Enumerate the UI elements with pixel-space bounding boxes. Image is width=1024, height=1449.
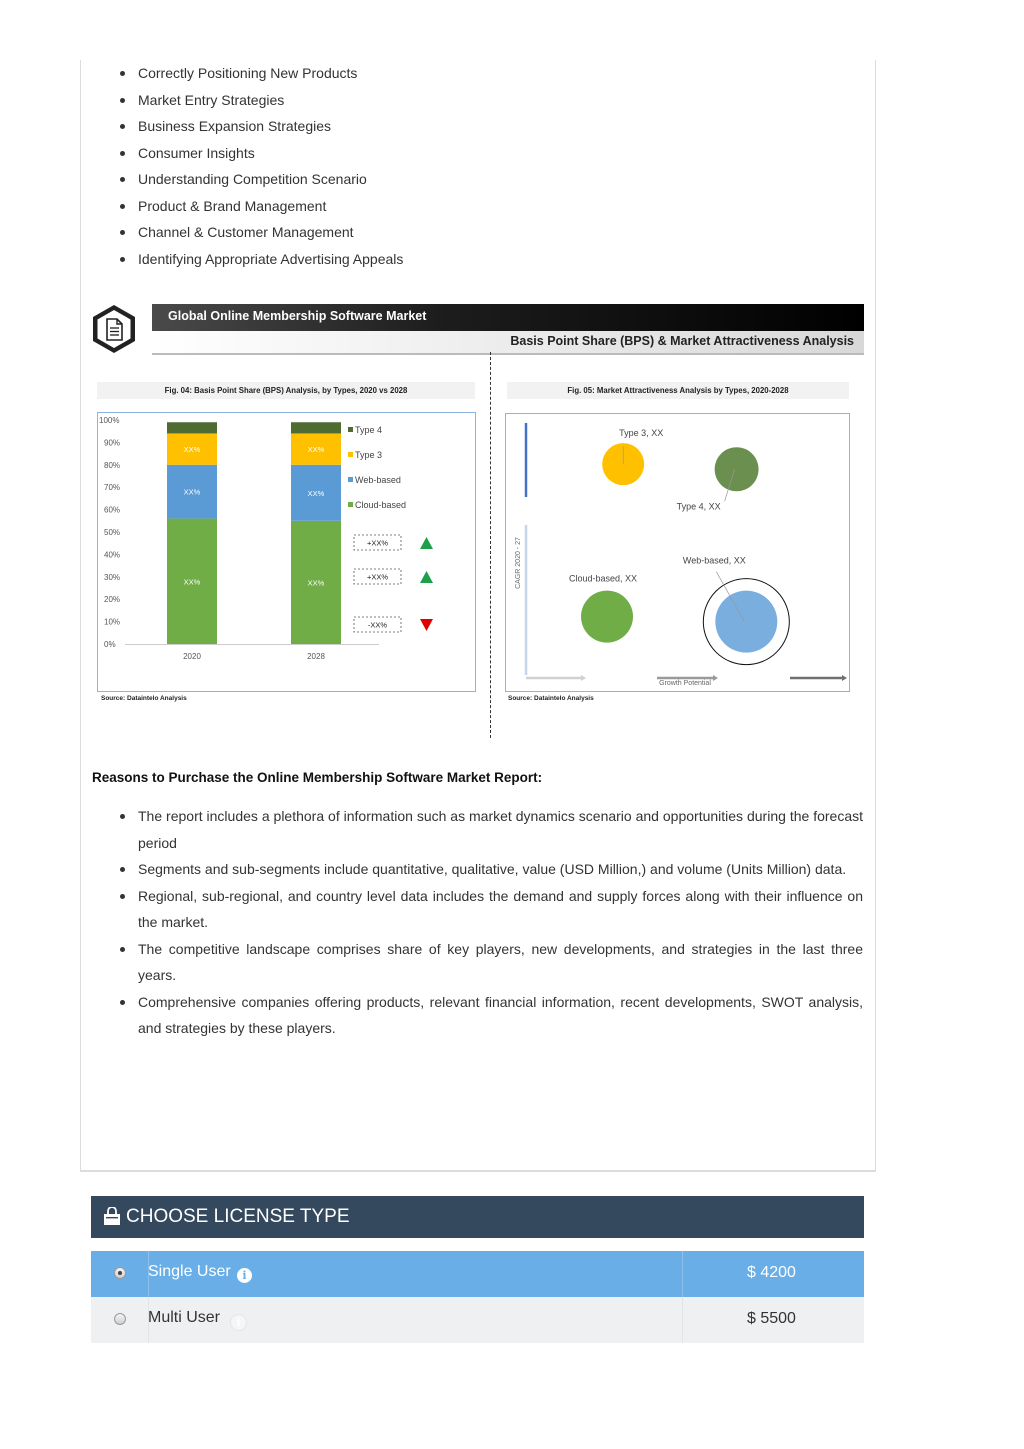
reason-item: Comprehensive companies offering products, relevant financial information, recent developments, SWOT analysis, and strategies by these players. [120, 989, 863, 1042]
bar-data-label: XX% [307, 488, 325, 498]
benefit-item: Identifying Appropriate Advertising Appeals [120, 246, 860, 273]
y-axis-label: CAGR 2020 - 27 [515, 537, 522, 589]
bubble-label: Web-based, XX [682, 555, 746, 566]
section-banner [92, 304, 864, 354]
bubble-point [581, 591, 633, 643]
bar-segment-type-4 [167, 422, 217, 433]
bar-data-label: XX% [307, 445, 325, 455]
reasons-list [120, 803, 863, 1042]
legend-label: Cloud-based [355, 500, 407, 510]
legend-label: Type 4 [355, 425, 383, 435]
reason-item: Regional, sub-regional, and country level data includes the demand and supply forces along with their influence on the market. [120, 883, 863, 936]
fig4-source: Source: Dataintelo Analysis [101, 695, 187, 702]
benefit-item: Product & Brand Management [120, 193, 860, 220]
y-tick-label: 20% [104, 595, 121, 605]
reason-item: The report includes a plethora of information such as market dynamics scenario and opportunities during the forecast period [120, 803, 863, 856]
bubble-label: Cloud-based, XX [568, 573, 638, 584]
bubble-label: Type 3, XX [619, 428, 664, 439]
license-column-divider [682, 1251, 683, 1297]
license-column-divider [682, 1297, 683, 1343]
bar-data-label: XX% [183, 577, 201, 587]
figure-divider [490, 352, 491, 738]
reason-item: The competitive landscape comprises share of key players, new developments, and strategies in the last three years. [120, 936, 863, 989]
change-label: -XX% [367, 620, 388, 630]
chart-frame [98, 413, 476, 692]
license-name: Single User [148, 1263, 231, 1280]
bar-data-label: XX% [307, 578, 325, 588]
license-price: $ 5500 [747, 1310, 796, 1327]
fig5-source: Source: Dataintelo Analysis [508, 695, 594, 702]
y-tick-label: 10% [104, 617, 121, 627]
y-tick-label: 70% [104, 483, 121, 493]
legend-swatch [348, 452, 353, 457]
legend-label: Type 3 [355, 450, 383, 460]
benefit-item: Consumer Insights [120, 140, 860, 167]
y-tick-label: 90% [104, 438, 121, 448]
market-attractiveness-bubble-chart [505, 413, 851, 693]
legend-label: Web-based [355, 475, 401, 485]
y-tick-label: 30% [104, 572, 121, 582]
reason-item: Segments and sub-segments include quantitative, qualitative, value (USD Million,) and volume (Units Million) data. [120, 856, 863, 883]
license-header [91, 1196, 864, 1238]
shopping-bag-icon [103, 1207, 121, 1226]
license-title: CHOOSE LICENSE TYPE [126, 1206, 350, 1227]
y-tick-label: 50% [104, 528, 121, 537]
x-axis-label: Growth Potential [659, 680, 711, 687]
change-label: +XX% [366, 572, 389, 582]
fig4-caption: Fig. 04: Basis Point Share (BPS) Analysis, by Types, 2020 vs 2028 [97, 382, 475, 399]
license-price: $ 4200 [747, 1264, 796, 1281]
y-tick-label: 0% [104, 640, 116, 649]
license-name: Multi User [148, 1309, 221, 1326]
bubble-point [715, 447, 759, 491]
y-tick-label: 60% [104, 505, 121, 515]
banner-title: Global Online Membership Software Market [168, 309, 427, 323]
y-tick-label: 100% [99, 416, 120, 425]
benefit-item: Business Expansion Strategies [120, 113, 860, 140]
license-option-multi-user[interactable] [91, 1297, 864, 1343]
chart-frame [506, 414, 850, 692]
change-label: +XX% [366, 538, 389, 548]
benefit-item: Understanding Competition Scenario [120, 166, 860, 193]
legend-swatch [348, 502, 353, 507]
bar-data-label: XX% [183, 487, 201, 497]
info-icon[interactable]: i [237, 1268, 252, 1283]
y-tick-label: 80% [104, 460, 121, 470]
bps-stacked-bar-chart [97, 412, 477, 693]
license-radio-button[interactable] [114, 1267, 126, 1279]
x-tick-label: 2020 [183, 652, 201, 661]
banner-subtitle: Basis Point Share (BPS) & Market Attractiveness Analysis [510, 334, 854, 348]
bubble-point [715, 591, 777, 653]
reasons-heading: Reasons to Purchase the Online Membership Software Market Report: [92, 770, 543, 785]
bar-segment-type-4 [291, 422, 341, 433]
document-icon [92, 304, 142, 356]
fig5-caption: Fig. 05: Market Attractiveness Analysis by Types, 2020-2028 [507, 382, 849, 399]
legend-swatch [348, 477, 353, 482]
info-icon[interactable]: i [230, 1314, 247, 1331]
benefit-item: Market Entry Strategies [120, 87, 860, 114]
license-option-single-user[interactable] [91, 1251, 864, 1297]
x-tick-label: 2028 [307, 652, 325, 661]
bar-data-label: XX% [183, 445, 201, 455]
legend-swatch [348, 427, 353, 432]
benefits-list [120, 60, 860, 272]
y-tick-label: 40% [104, 550, 121, 560]
benefit-item: Channel & Customer Management [120, 219, 860, 246]
bubble-label: Type 4, XX [676, 501, 721, 512]
benefit-item: Correctly Positioning New Products [120, 60, 860, 87]
license-radio-button[interactable] [114, 1313, 126, 1325]
